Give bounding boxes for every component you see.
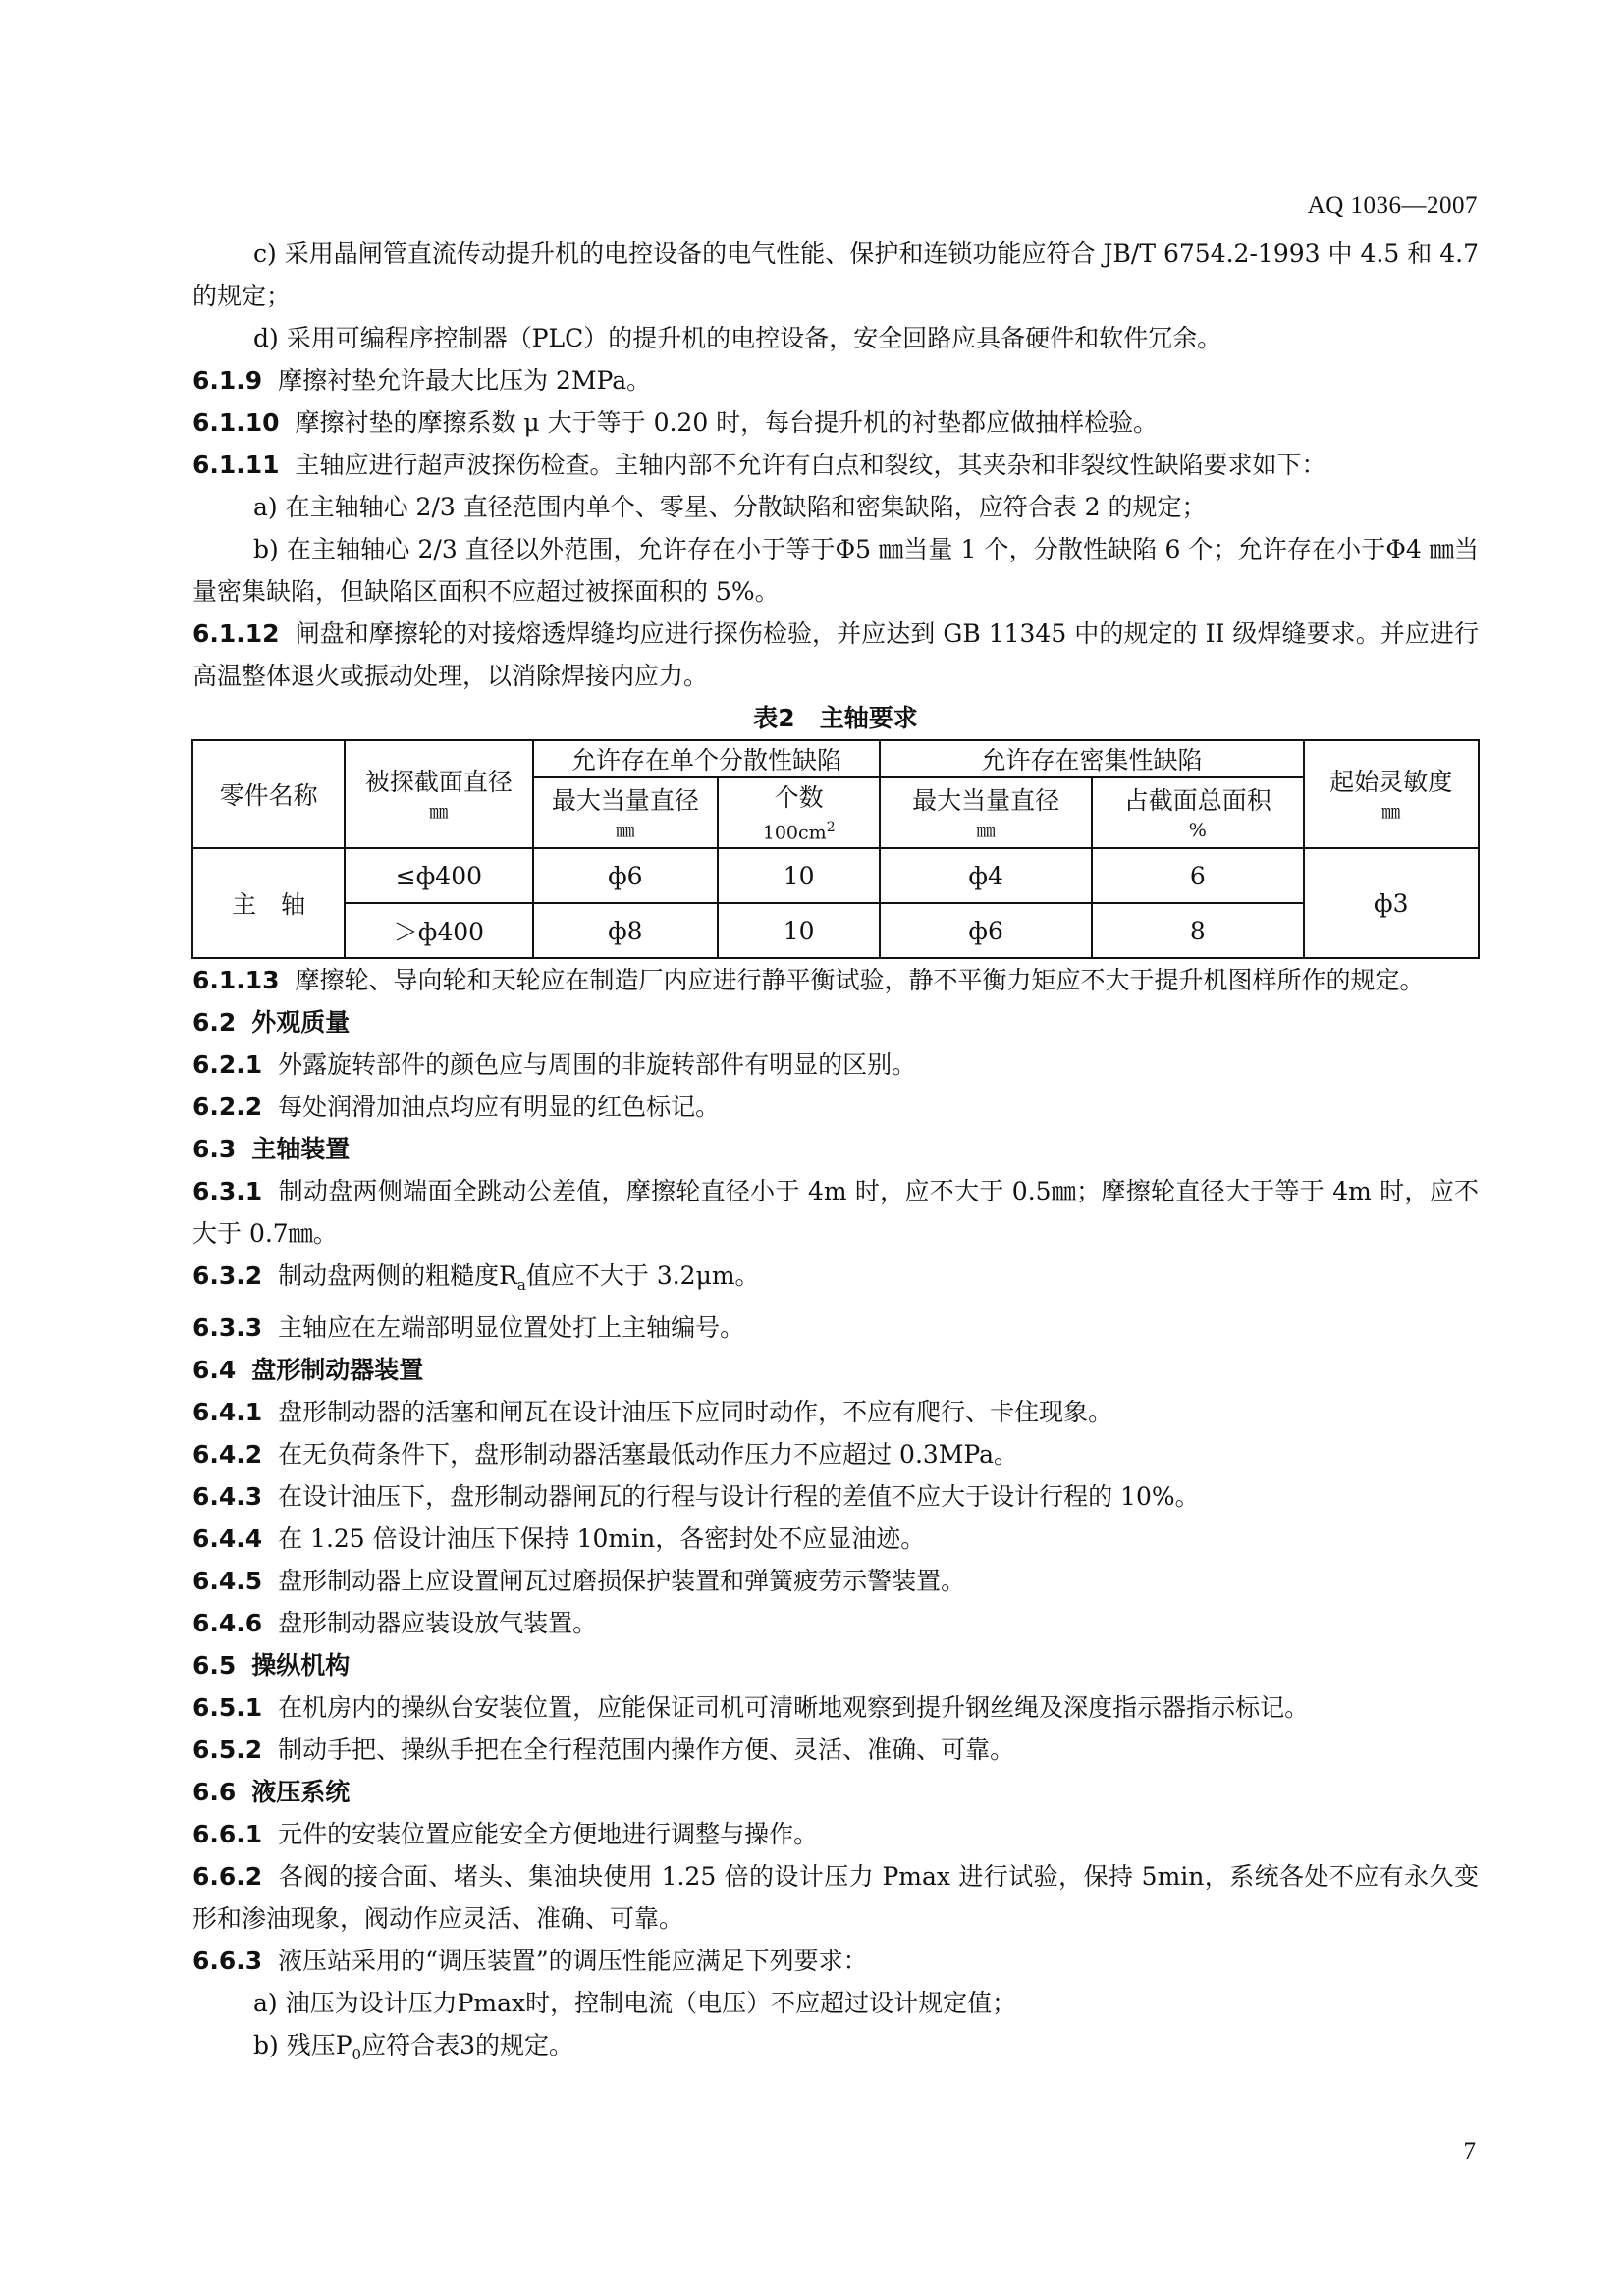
item-a-6-1-11: a) 在主轴轴心 2/3 直径范围内单个、零星、分散缺陷和密集缺陷，应符合表 2 的规定； [253,493,1207,521]
clause-6-4-3: 6.4.3 在设计油压下，盘形制动器闸瓦的行程与设计行程的差值不应大于设计行程的 10%。 [192,1482,1200,1511]
page-content [192,233,1479,2076]
clause-6-1-12 [192,613,1479,697]
clause-6-6-2: 6.6.2 各阀的接合面、堵头、集油块使用 1.25 倍的设计压力 Pmax 进行试验，保持 5min，系统各处不应有永久变形和渗油现象，阀动作应灵活、准确、可靠。 [192,1862,1479,1933]
section-6-4: 6.4 盘形制动器装置 [192,1356,424,1384]
cell-diameter: ≤ф400 [345,848,532,903]
clause-6-1-9 [192,359,1479,401]
clause-number: 6.1.9 [192,366,263,395]
standard-number: AQ 1036—2007 [1307,192,1478,219]
table-row [192,848,1479,903]
page-number: 7 [1463,2138,1476,2164]
cell-max-eq: ф8 [533,903,718,958]
clause-6-2-1: 6.2.1 外露旋转部件的颜色应与周围的非旋转部件有明显的区别。 [192,1050,917,1079]
header-count: 个数 $100cm^2$ [718,777,880,848]
cell-area: 8 [1092,903,1304,958]
header-max-equivalent-diameter: 最大当量直径 ㎜ [533,777,718,848]
cell-count: 10 [718,848,880,903]
item-d: d) 采用可编程序控制器（PLC）的提升机的电控设备，安全回路应具备硬件和软件冗余。 [253,324,1222,352]
section-6-3: 6.3 主轴装置 [192,1135,351,1163]
clause-number: 6.1.11 [192,451,280,479]
cell-count: 10 [718,903,880,958]
item-a-6-6-3: a) 油压为设计压力Pmax时，控制电流（电压）不应超过设计规定值； [253,1989,1017,2017]
header-part-name: 零件名称 [192,740,345,848]
clause-6-1-13 [192,959,1479,1001]
clause-6-1-10 [192,401,1479,444]
cell-area: 6 [1092,848,1304,903]
clause-6-3-1: 6.3.1 制动盘两侧端面全跳动公差值，摩擦轮直径小于 4m 时，应不大于 0.5㎜；摩擦轮直径大于等于 4m 时，应不大于 0.7㎜。 [192,1177,1479,1248]
clause-text: 主轴应进行超声波探伤检查。主轴内部不允许有白点和裂纹，其夹杂和非裂纹性缺陷要求如下： [295,451,1326,479]
clause-6-3-2: 6.3.2 制动盘两侧的粗糙度$R_a$值应不大于 3.2μm。 [192,1261,760,1294]
cell-max-eq: ф6 [533,848,718,903]
clause-6-5-1: 6.5.1 在机房内的操纵台安装位置，应能保证司机可清晰地观察到提升钢丝绳及深度指示器指示标记。 [192,1693,1310,1722]
clause-6-6-1: 6.6.1 元件的安装位置应能安全方便地进行调整与操作。 [192,1820,819,1848]
clause-text: 摩擦衬垫的摩擦系数 μ 大于等于 0.20 时，每台提升机的衬垫都应做抽样检验。 [295,408,1159,437]
spindle-requirements-table [191,739,1480,959]
cell-sensitivity: ф3 [1304,848,1479,958]
clause-6-6-3: 6.6.3 液压站采用的“调压装置”的调压性能应满足下列要求： [192,1947,868,1975]
clause-6-4-1: 6.4.1 盘形制动器的活塞和闸瓦在设计油压下应同时动作，不应有爬行、卡住现象。 [192,1398,1113,1426]
header-max-equivalent-diameter-dense: 最大当量直径 ㎜ [880,777,1092,848]
clause-6-4-2: 6.4.2 在无负荷条件下，盘形制动器活塞最低动作压力不应超过 0.3MPa。 [192,1440,1019,1468]
clause-6-5-2: 6.5.2 制动手把、操纵手把在全行程范围内操作方便、灵活、准确、可靠。 [192,1735,1015,1764]
header-section-diameter: 被探截面直径 ㎜ [345,740,532,848]
item-b-6-6-3: b) 残压$P_0$应符合表3的规定。 [253,2031,573,2063]
header-initial-sensitivity: 起始灵敏度 ㎜ [1304,740,1479,848]
clause-6-2-2: 6.2.2 每处润滑加油点均应有明显的红色标记。 [192,1093,721,1121]
section-6-5: 6.5 操纵机构 [192,1651,351,1680]
clause-text: 摩擦衬垫允许最大比压为 2MPa。 [278,366,652,395]
table-caption: 表2 主轴要求 [753,704,918,732]
table-row [192,903,1479,958]
clause-6-4-5: 6.4.5 盘形制动器上应设置闸瓦过磨损保护装置和弹簧疲劳示警装置。 [192,1567,966,1595]
clause-6-4-4: 6.4.4 在 1.25 倍设计油压下保持 10min，各密封处不应显油迹。 [192,1524,926,1553]
clause-6-3-3: 6.3.3 主轴应在左端部明显位置处打上主轴编号。 [192,1313,745,1342]
section-6-6: 6.6 液压系统 [192,1778,351,1806]
cell-max-eq-dense: ф4 [880,848,1092,903]
clause-6-1-11 [192,444,1479,486]
section-6-2: 6.2 外观质量 [192,1008,351,1037]
clause-number: 6.1.10 [192,408,280,437]
item-b-6-1-11: b) 在主轴轴心 2/3 直径以外范围，允许存在小于等于Φ5 ㎜当量 1 个，分散性缺陷 6 个；允许存在小于Φ4 ㎜当量密集缺陷，但缺陷区面积不应超过被探面积的 5%。 [192,535,1479,606]
cell-part: 主 轴 [192,848,345,958]
cell-diameter: ＞ф400 [345,903,532,958]
clause-text: 闸盘和摩擦轮的对接熔透焊缝均应进行探伤检验，并应达到 GB 11345 中的规定的 II 级焊缝要求。并应进行高温整体退火或振动处理，以消除焊接内应力。 [192,619,1479,690]
header-single-defect: 允许存在单个分散性缺陷 [533,740,881,777]
clause-number: 6.1.13 [192,966,280,994]
clause-number: 6.1.12 [192,619,280,648]
header-dense-defect: 允许存在密集性缺陷 [880,740,1303,777]
clause-text: 摩擦轮、导向轮和天轮应在制造厂内应进行静平衡试验，静不平衡力矩应不大于提升机图样所作的规定。 [295,966,1425,994]
cell-max-eq-dense: ф6 [880,903,1092,958]
header-area-percentage: 占截面总面积 % [1092,777,1304,848]
item-c: c) 采用晶闸管直流传动提升机的电控设备的电气性能、保护和连锁功能应符合 JB/T 6754.2-1993 中 4.5 和 4.7 的规定； [192,240,1479,310]
clause-6-4-6: 6.4.6 盘形制动器应装设放气装置。 [192,1609,598,1637]
